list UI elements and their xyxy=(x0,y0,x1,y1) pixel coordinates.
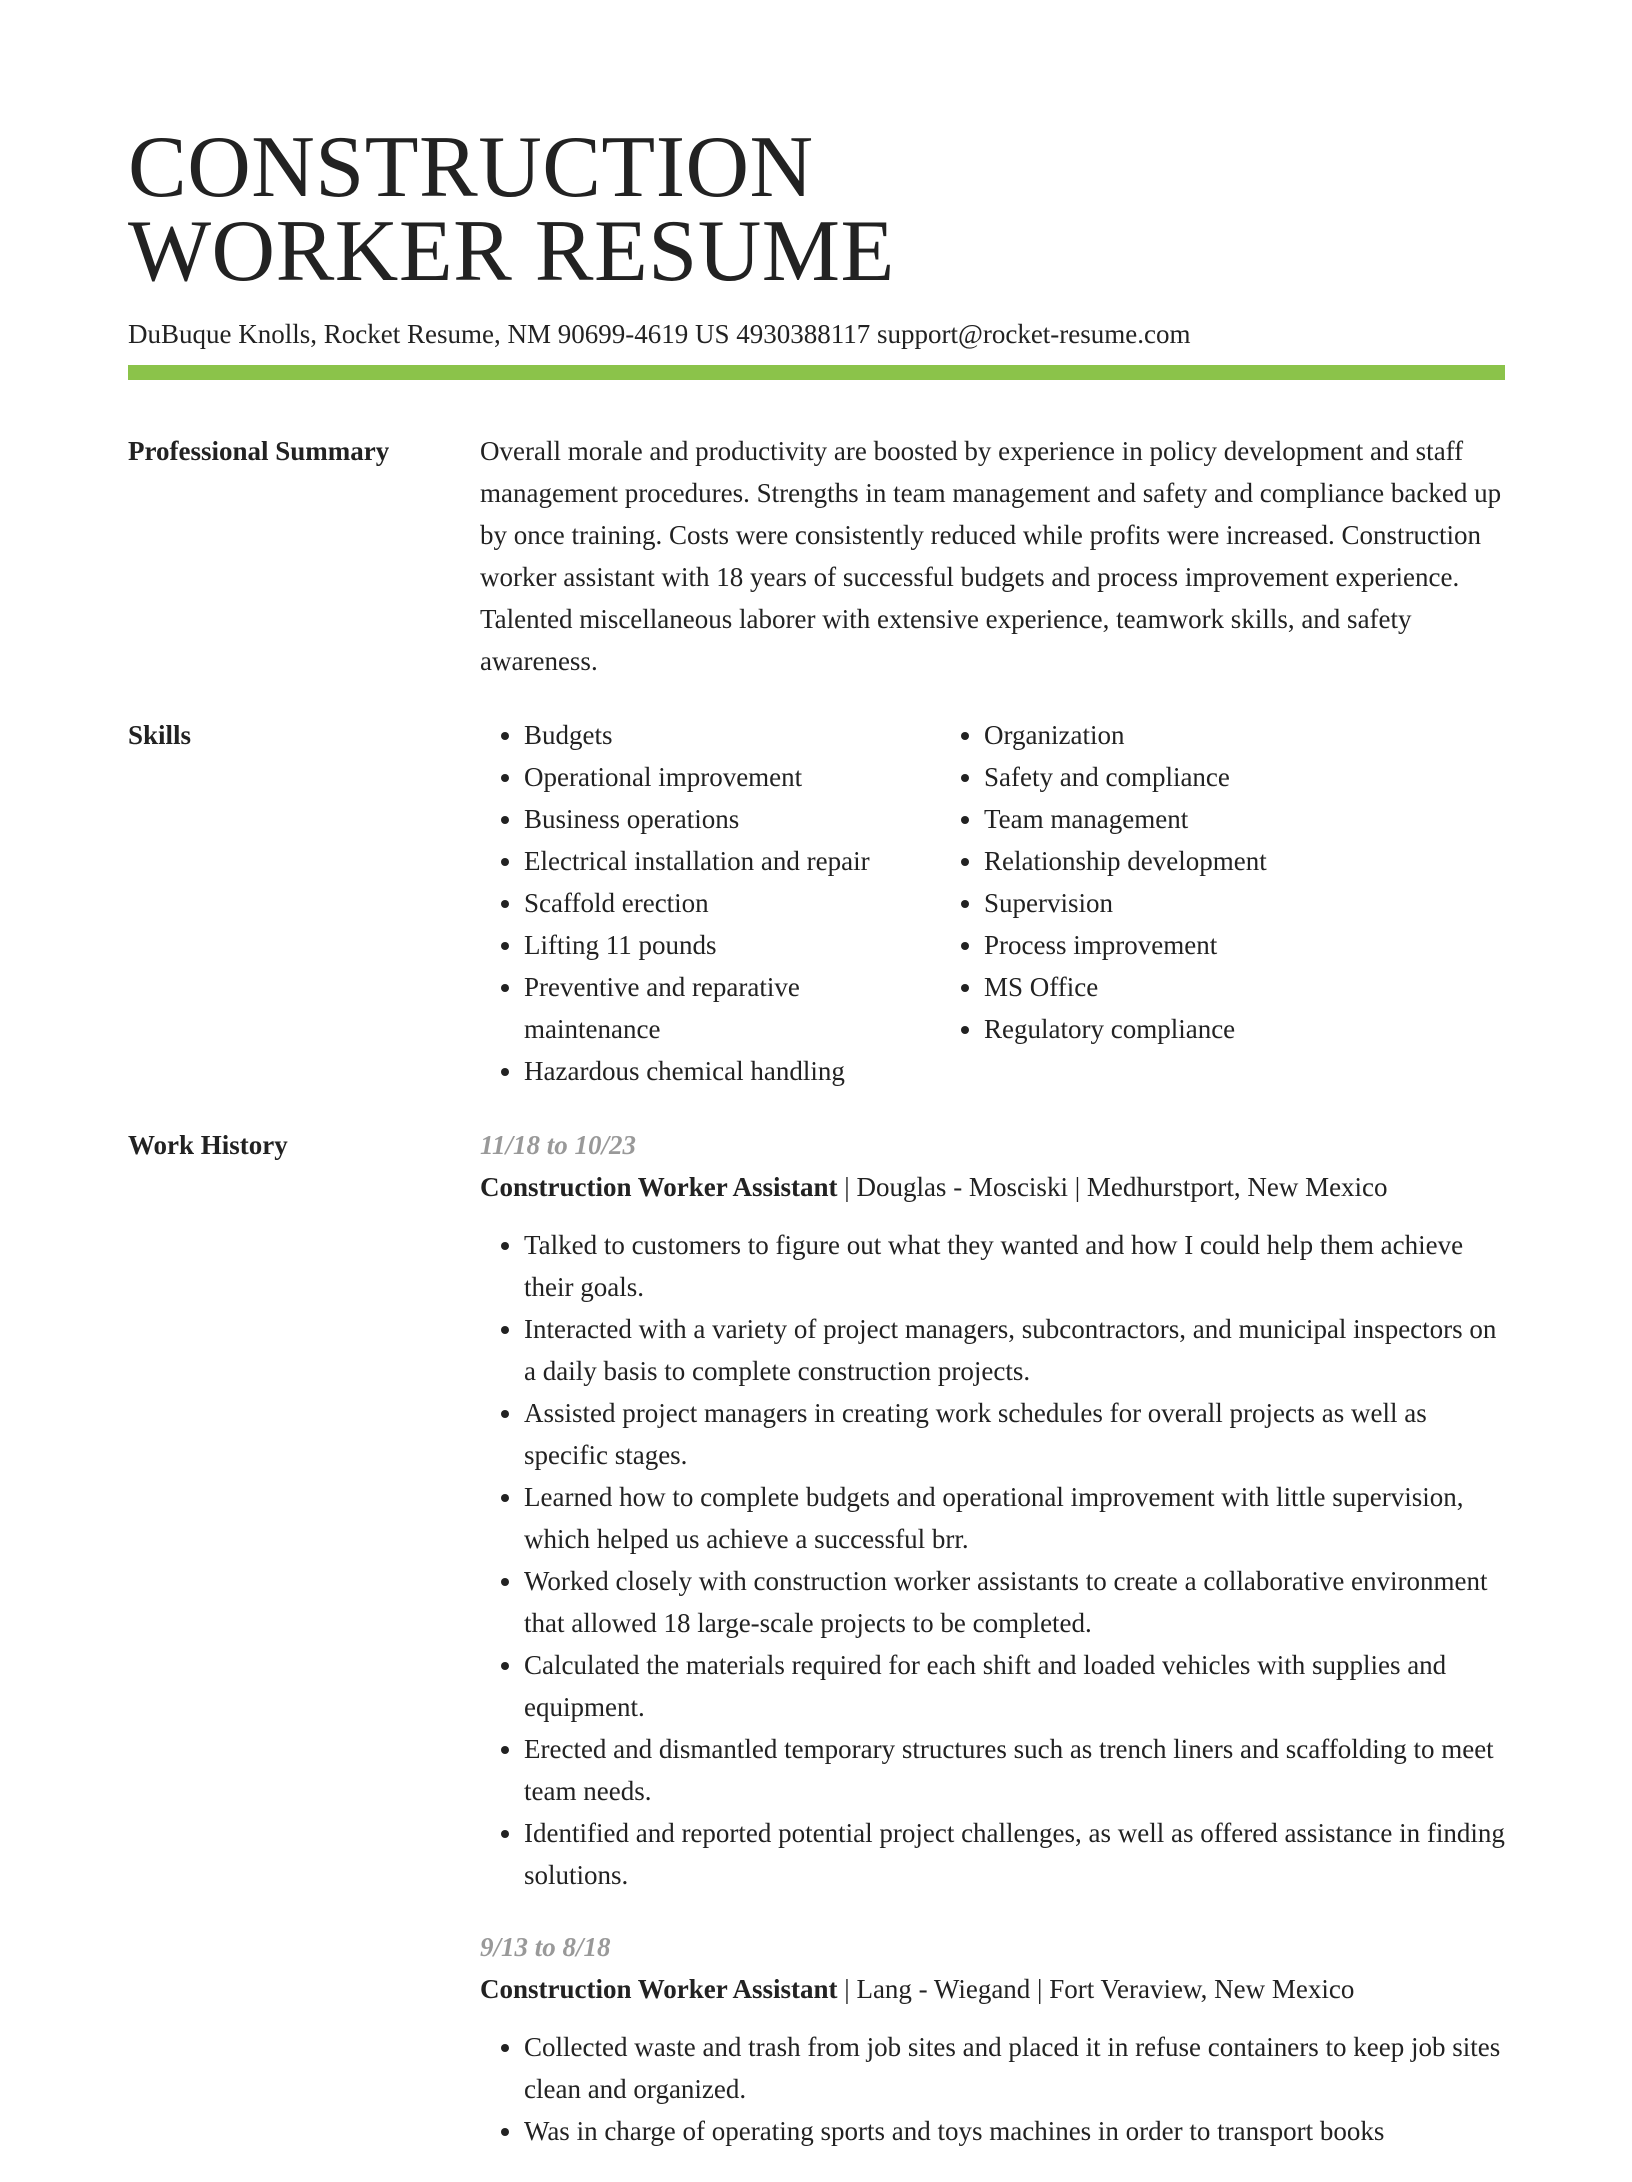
job-dates: 11/18 to 10/23 xyxy=(480,1130,637,1160)
job-entry xyxy=(480,1124,1505,1896)
skills-list-right xyxy=(940,714,1267,1092)
skills-section xyxy=(128,714,1505,1092)
job-bullet: • Collected waste and trash from job sites and placed it in refuse containers to keep job sites clean and organized. xyxy=(524,2026,1505,2110)
job-bullet: • Identified and reported potential project challenges, as well as offered assistance in finding solutions. xyxy=(524,1812,1505,1896)
job-title: Construction Worker Assistant xyxy=(480,1974,838,2004)
skill-item: • Scaffold erection xyxy=(524,882,940,924)
work-history-body xyxy=(480,1124,1505,2182)
job-header xyxy=(480,1166,1505,1208)
work-history-label: Work History xyxy=(128,1130,288,1160)
job-bullet: • Erected and dismantled temporary structures such as trench liners and scaffolding to meet team needs. xyxy=(524,1728,1505,1812)
skill-item: • Safety and compliance xyxy=(984,756,1267,798)
skill-item: • Lifting 11 pounds xyxy=(524,924,940,966)
resume-title xyxy=(128,119,1505,300)
job-bullet: • Learned how to complete budgets and operational improvement with little supervision, which helped us achieve a successful brr. xyxy=(524,1476,1505,1560)
job-bullet: • Interacted with a variety of project managers, subcontractors, and municipal inspectors on a daily basis to complete construction projects. xyxy=(524,1308,1505,1392)
skill-item: • Organization xyxy=(984,714,1267,756)
skill-item: • Regulatory compliance xyxy=(984,1008,1267,1050)
job-bullet: • Calculated the materials required for each shift and loaded vehicles with supplies and equipment. xyxy=(524,1644,1505,1728)
skill-item: • Budgets xyxy=(524,714,940,756)
title-line-2: WORKER RESUME xyxy=(128,203,895,300)
job-header xyxy=(480,1968,1505,2010)
skill-item: • Hazardous chemical handling xyxy=(524,1050,940,1092)
header-divider xyxy=(128,365,1505,380)
work-history-section xyxy=(128,1124,1505,2182)
skill-item: • MS Office xyxy=(984,966,1267,1008)
job-bullet: • Assisted project managers in creating work schedules for overall projects as well as specific stages. xyxy=(524,1392,1505,1476)
skills-columns xyxy=(480,714,1505,1092)
skills-label: Skills xyxy=(128,720,192,750)
skill-item: • Electrical installation and repair xyxy=(524,840,940,882)
summary-label: Professional Summary xyxy=(128,436,390,466)
summary-section xyxy=(128,430,1505,682)
skill-item: • Business operations xyxy=(524,798,940,840)
job-bullets xyxy=(480,2026,1505,2152)
summary-text: Overall morale and productivity are boosted by experience in policy development and staff management procedures. Strengths in team management and safety and compliance backed up by once training. Costs were consistently reduced while profits were increased. Construction worker assistant with 18 years of successful budgets and process improvement experience. Talented miscellaneous laborer with extensive experience, teamwork skills, and safety awareness. xyxy=(480,436,1502,676)
job-bullet: • Was in charge of operating sports and toys machines in order to transport books xyxy=(524,2110,1505,2152)
job-bullets xyxy=(480,1224,1505,1896)
skill-item: • Relationship development xyxy=(984,840,1267,882)
job-details: | Lang - Wiegand | Fort Veraview, New Mexico xyxy=(837,1974,1355,2004)
skill-item: • Supervision xyxy=(984,882,1267,924)
job-title: Construction Worker Assistant xyxy=(480,1172,838,1202)
title-line-1: CONSTRUCTION xyxy=(128,119,814,216)
skill-item: • Operational improvement xyxy=(524,756,940,798)
skills-list-left xyxy=(480,714,940,1092)
contact-info: DuBuque Knolls, Rocket Resume, NM 90699-4619 US 4930388117 support@rocket-resume.com xyxy=(128,319,1191,349)
skill-item: • Process improvement xyxy=(984,924,1267,966)
skill-item: • Team management xyxy=(984,798,1267,840)
job-details: | Douglas - Mosciski | Medhurstport, New Mexico xyxy=(837,1172,1388,1202)
job-entry xyxy=(480,1926,1505,2152)
job-bullet: • Talked to customers to figure out what they wanted and how I could help them achieve their goals. xyxy=(524,1224,1505,1308)
job-bullet: • Worked closely with construction worker assistants to create a collaborative environment that allowed 18 large-scale projects to be completed. xyxy=(524,1560,1505,1644)
job-dates: 9/13 to 8/18 xyxy=(480,1932,611,1962)
skill-item: • Preventive and reparative maintenance xyxy=(524,966,940,1050)
